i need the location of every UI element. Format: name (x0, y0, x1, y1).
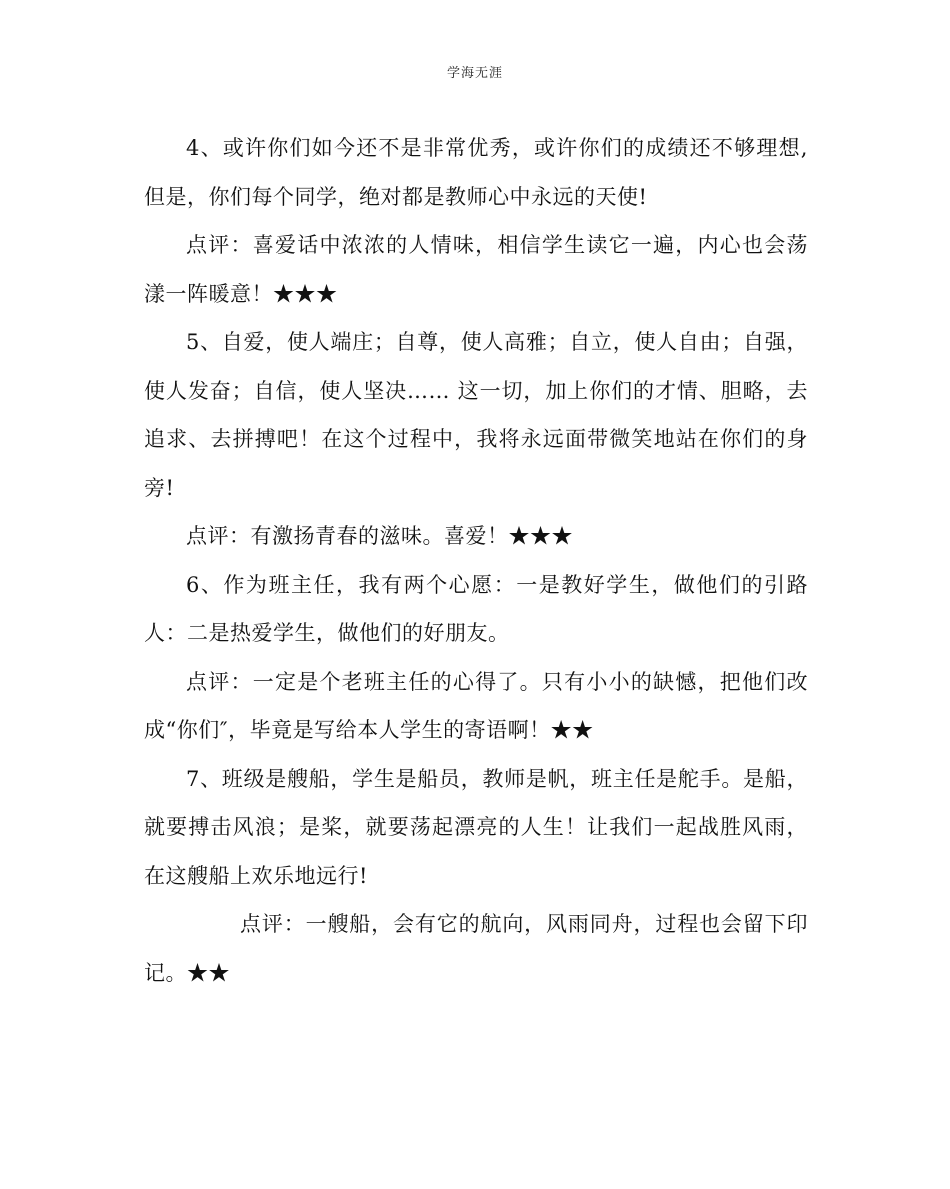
paragraph-item-6: 6、作为班主任，我有两个心愿：一是教好学生，做他们的引路人：二是热爱学生，做他们的好朋友。 (144, 572, 808, 645)
comment-item-5: 点评：有激扬青春的滋味。喜爱！★★★ (186, 524, 573, 548)
paragraph-item-5: 5、自爱，使人端庄；自尊，使人高雅；自立，使人自由；自强，使人发奋；自信，使人坚决…… 这一切，加上你们的才情、胆略，去追求、去拼搏吧！在这个过程中，我将永远面带微笑地站在你们的身旁! (144, 330, 808, 500)
comment-item-7: 点评：一艘船，会有它的航向，风雨同舟，过程也会留下印记。★★ (144, 912, 808, 985)
document-body (144, 124, 808, 997)
page-header: 学海无涯 (446, 66, 503, 81)
comment-item-4: 点评：喜爱话中浓浓的人情味，相信学生读它一遍，内心也会荡漾一阵暖意！★★★ (144, 233, 808, 306)
paragraph-item-4: 4、或许你们如今还不是非常优秀，或许你们的成绩还不够理想,但是，你们每个同学，绝对都是教师心中永远的天使! (144, 136, 808, 209)
comment-item-6: 点评：一定是个老班主任的心得了。只有小小的缺憾，把他们改成“你们″，毕竟是写给本人学生的寄语啊！★★ (144, 669, 808, 742)
paragraph-item-7: 7、班级是艘船，学生是船员，教师是帆，班主任是舵手。是船，就要搏击风浪；是桨，就要荡起漂亮的人生！让我们一起战胜风雨，在这艘船上欢乐地远行! (144, 766, 808, 888)
